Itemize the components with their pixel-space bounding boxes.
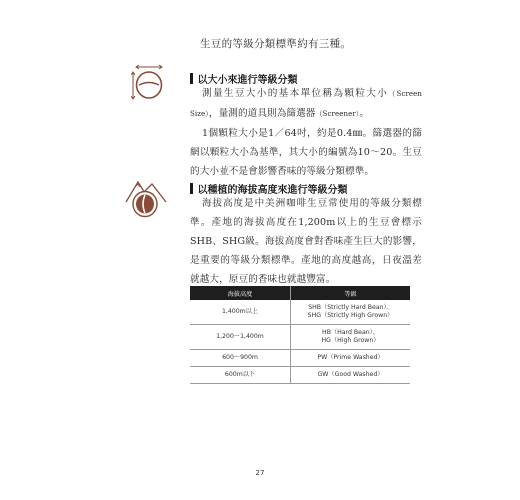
table-cell-grade: PW（Prime Washed）	[291, 350, 411, 367]
page-number: 27	[255, 469, 265, 477]
text-span: ，量測的道具則為篩選器	[208, 108, 316, 119]
table-cell-altitude: 600〜900m	[190, 350, 291, 367]
grade-line: SHB（Strictly Hard Bean）、	[308, 304, 393, 311]
paragraph-size	[190, 84, 422, 181]
text-span: 。	[359, 108, 370, 119]
title-bar-marker	[190, 183, 193, 194]
text-span: （Screen Size）	[190, 90, 423, 118]
table-cell-grade	[291, 300, 411, 325]
title-bar-marker	[190, 73, 193, 84]
grade-line: SHG（Strictly High Grown）	[307, 312, 394, 319]
ruler-bean-icon	[131, 64, 167, 102]
section-title-altitude-text: 以種植的海拔高度來進行等級分類	[197, 185, 348, 196]
table-cell-altitude: 600m以下	[190, 367, 291, 384]
table-cell-grade	[291, 325, 411, 350]
altitude-grade-table	[190, 286, 410, 384]
table-cell-altitude: 1,200〜1,400m	[190, 325, 291, 350]
table-cell-altitude: 1,400m以上	[190, 300, 291, 325]
table-header-row	[190, 286, 410, 300]
table-row	[190, 325, 410, 350]
text-span: （Screener）	[315, 110, 360, 118]
table-row	[190, 300, 410, 325]
grade-line: HB（Hard Bean）、	[322, 329, 379, 336]
table-header-grade: 等級	[291, 286, 411, 300]
table-row	[190, 367, 410, 384]
paragraph-size-2: 1個顆粒大小是1／64吋，約是0.4㎜。篩選器的篩網以顆粒大小為基準，其大小的編號為10～20。生豆的大小並不是會影響香味的等級分類標準。	[190, 128, 422, 177]
paragraph-size-1	[190, 84, 422, 124]
paragraph-altitude-1: 海拔高度是中美洲咖啡生豆常使用的等級分類標準。產地的海拔高度在1,200m以上的生豆會標示SHB、SHG級。海拔高度會對香味產生巨大的影響，是重要的等級分類標準。產地的高度越高，日夜溫差就越大，原豆的香味也就越豐富。	[190, 198, 422, 285]
table-cell-grade: GW（Good Washed）	[291, 367, 411, 384]
section-title-size-text: 以大小來進行等級分類	[197, 75, 298, 86]
intro-text: 生豆的等級分類標準約有三種。	[200, 38, 352, 50]
table-header-altitude: 海拔高度	[190, 286, 291, 300]
text-span: 測量生豆大小的基本單位稱為顆粒大小	[202, 88, 389, 99]
table-row	[190, 350, 410, 367]
grade-line: HG（High Grown）	[321, 337, 380, 344]
paragraph-altitude	[190, 194, 422, 289]
mountain-bean-icon	[124, 178, 168, 218]
